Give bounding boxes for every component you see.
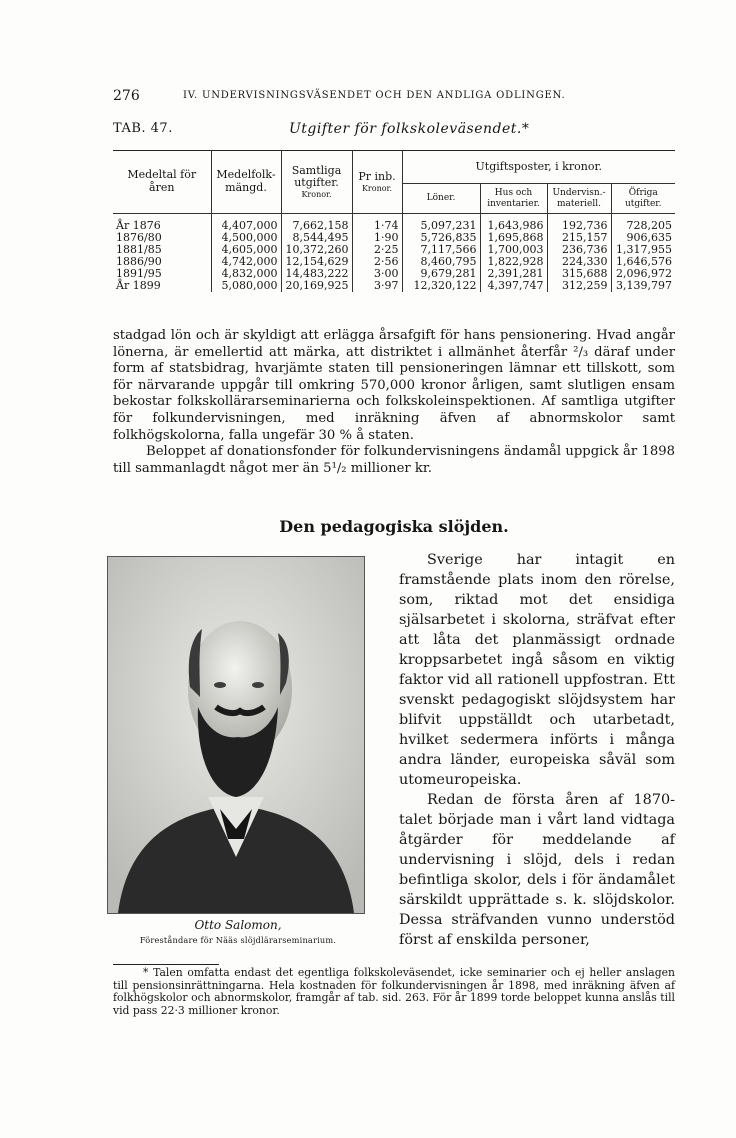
cell-buildings: 1,700,003 xyxy=(480,244,547,256)
cell-total: 7,662,158 xyxy=(281,214,352,233)
col-header-total xyxy=(281,151,352,214)
expenditure-table xyxy=(113,150,675,292)
col-header-other: Öfriga utgifter. xyxy=(611,184,675,214)
table-title: Utgifter för folkskoleväsendet.* xyxy=(289,121,530,137)
cell-per-capita: 2·56 xyxy=(352,256,402,268)
paragraph: Beloppet af donationsfonder för folkundervisningens ändamål uppgick år 1898 till sammanlagdt något mer än 5¹/₂ millioner kr. xyxy=(113,444,675,476)
cell-other: 906,635 xyxy=(626,231,672,244)
portrait-illustration xyxy=(108,557,364,913)
table-row xyxy=(113,214,675,233)
cell-total: 8,544,495 xyxy=(281,232,352,244)
portrait-caption-role: Föreståndare för Nääs slöjdlärarseminarium. xyxy=(139,935,337,945)
col-header-salaries: Löner. xyxy=(402,184,480,214)
cell-buildings: 2,391,281 xyxy=(480,268,547,280)
cell-materials: 236,736 xyxy=(547,244,611,256)
footnote-rule xyxy=(113,964,219,965)
cell-per-capita: 1·74 xyxy=(352,214,402,233)
paragraph: stadgad lön och är skyldigt att erlägga årsafgift för hans pensionering. Hvad angår lönerna, är emellertid att märka, att distriktet i allmänhet återfår ²/₃ däraf under form af statsbidrag, hvarjämte staten till pensioneringen lämnar ett tillskott, som för närvarande uppgår till omkring 570,000 kronor årligen, samt slutligen ensam bekostar folkskollärarseminarierna och folkskoleinspektionen. Af samtliga utgifter för folkundervisningen, med inräkning äfven af abnormskolor samt folkhögskolorna, falla ungefär 30 % å staten. xyxy=(113,328,675,443)
cell-per-capita: 1·90 xyxy=(352,232,402,244)
cell-salaries: 12,320,122 xyxy=(402,280,480,292)
col-header-per-capita xyxy=(352,151,402,214)
cell-population: 4,500,000 xyxy=(211,232,281,244)
cell-buildings: 1,822,928 xyxy=(480,256,547,268)
col-header-population: Medelfolk-mängd. xyxy=(211,151,281,214)
cell-period: År 1876 xyxy=(113,214,211,233)
body-text xyxy=(113,328,675,477)
footnote xyxy=(113,967,675,1017)
paragraph: Redan de första åren af 1870-talet började man i vårt land vidtaga åtgärder för meddelande af undervisning i slöjd, dels i redan befintliga skolor, dels i för ändamålet särskildt upprättade s. k. slöjdskolor. Dessa sträfvanden vunno understöd först af enskilda personer, xyxy=(399,792,675,948)
cell-buildings: 1,695,868 xyxy=(480,232,547,244)
cell-population: 4,407,000 xyxy=(211,214,281,233)
cell-other: 1,317,955 xyxy=(616,243,672,256)
cell-materials: 192,736 xyxy=(547,214,611,233)
portrait-photo xyxy=(107,556,365,914)
cell-period: 1891/95 xyxy=(113,268,211,280)
col-header-total-unit: Kronor. xyxy=(301,190,332,200)
page-number: 276 xyxy=(113,88,140,104)
cell-other: 3,139,797 xyxy=(616,279,672,292)
section-text-column xyxy=(399,550,675,950)
cell-total: 20,169,925 xyxy=(281,280,352,292)
cell-total: 10,372,260 xyxy=(281,244,352,256)
cell-population: 4,742,000 xyxy=(211,256,281,268)
cell-period: 1881/85 xyxy=(113,244,211,256)
cell-buildings: 1,643,986 xyxy=(480,214,547,233)
table-row xyxy=(113,280,675,292)
cell-salaries: 8,460,795 xyxy=(402,256,480,268)
cell-salaries: 9,679,281 xyxy=(402,268,480,280)
cell-other: 1,646,576 xyxy=(616,255,672,268)
paragraph: Sverige har intagit en framstående plats inom den rörelse, som, riktad mot det ensidiga själsarbetet i skolorna, sträfvat efter att låta det planmässigt ordnade kroppsarbetet ingå såsom en viktig faktor vid all rationell uppfostran. Ett svenskt pedagogiskt slöjdsystem har blifvit uppställdt och utarbetadt, hvilket sedermera införts i många andra länder, europeiska såväl som utomeuropeiska. xyxy=(399,552,675,788)
cell-per-capita: 3·00 xyxy=(352,268,402,280)
table-label: TAB. 47. xyxy=(113,121,173,136)
col-header-per-capita-unit: Kronor. xyxy=(361,183,393,193)
cell-buildings: 4,397,747 xyxy=(480,280,547,292)
col-header-materials: Undervisn.-materiell. xyxy=(547,184,611,214)
cell-period: 1886/90 xyxy=(113,256,211,268)
cell-period: 1876/80 xyxy=(113,232,211,244)
cell-per-capita: 2·25 xyxy=(352,244,402,256)
cell-total: 14,483,222 xyxy=(281,268,352,280)
portrait-caption-name: Otto Salomon, xyxy=(194,918,282,932)
cell-population: 5,080,000 xyxy=(211,280,281,292)
cell-materials: 215,157 xyxy=(547,232,611,244)
cell-period: År 1899 xyxy=(113,280,211,292)
col-header-total-label: Samtliga utgifter. xyxy=(291,163,342,190)
cell-salaries: 7,117,566 xyxy=(402,244,480,256)
col-header-group: Utgiftsposter, i kronor. xyxy=(402,151,675,184)
cell-materials: 224,330 xyxy=(547,256,611,268)
cell-salaries: 5,726,835 xyxy=(402,232,480,244)
cell-population: 4,605,000 xyxy=(211,244,281,256)
cell-salaries: 5,097,231 xyxy=(402,214,480,233)
cell-other: 2,096,972 xyxy=(616,267,672,280)
cell-materials: 315,688 xyxy=(547,268,611,280)
cell-population: 4,832,000 xyxy=(211,268,281,280)
cell-total: 12,154,629 xyxy=(281,256,352,268)
footnote-text: * Talen omfatta endast det egentliga folkskoleväsendet, icke seminarier och ej heller anslagen till pensionsinrättningarna. Hela kostnaden för folkundervisningen år 1898, med inräkning äfven af folkhögskolor och abnormskolor, framgår af tab. sid. 263. För år 1899 torde beloppet kunna anslås till vid pass 22·3 millioner kronor. xyxy=(113,966,675,1017)
col-header-buildings: Hus och inventarier. xyxy=(480,184,547,214)
cell-materials: 312,259 xyxy=(547,280,611,292)
col-header-period: Medeltal för åren xyxy=(113,151,211,214)
col-header-per-capita-label: Pr inb. xyxy=(358,170,396,184)
section-title: Den pedagogiska slöjden. xyxy=(279,517,509,536)
running-title: IV. UNDERVISNINGSVÄSENDET OCH DEN ANDLIGA ODLINGEN. xyxy=(183,90,566,101)
cell-other: 728,205 xyxy=(611,214,675,233)
cell-per-capita: 3·97 xyxy=(352,280,402,292)
